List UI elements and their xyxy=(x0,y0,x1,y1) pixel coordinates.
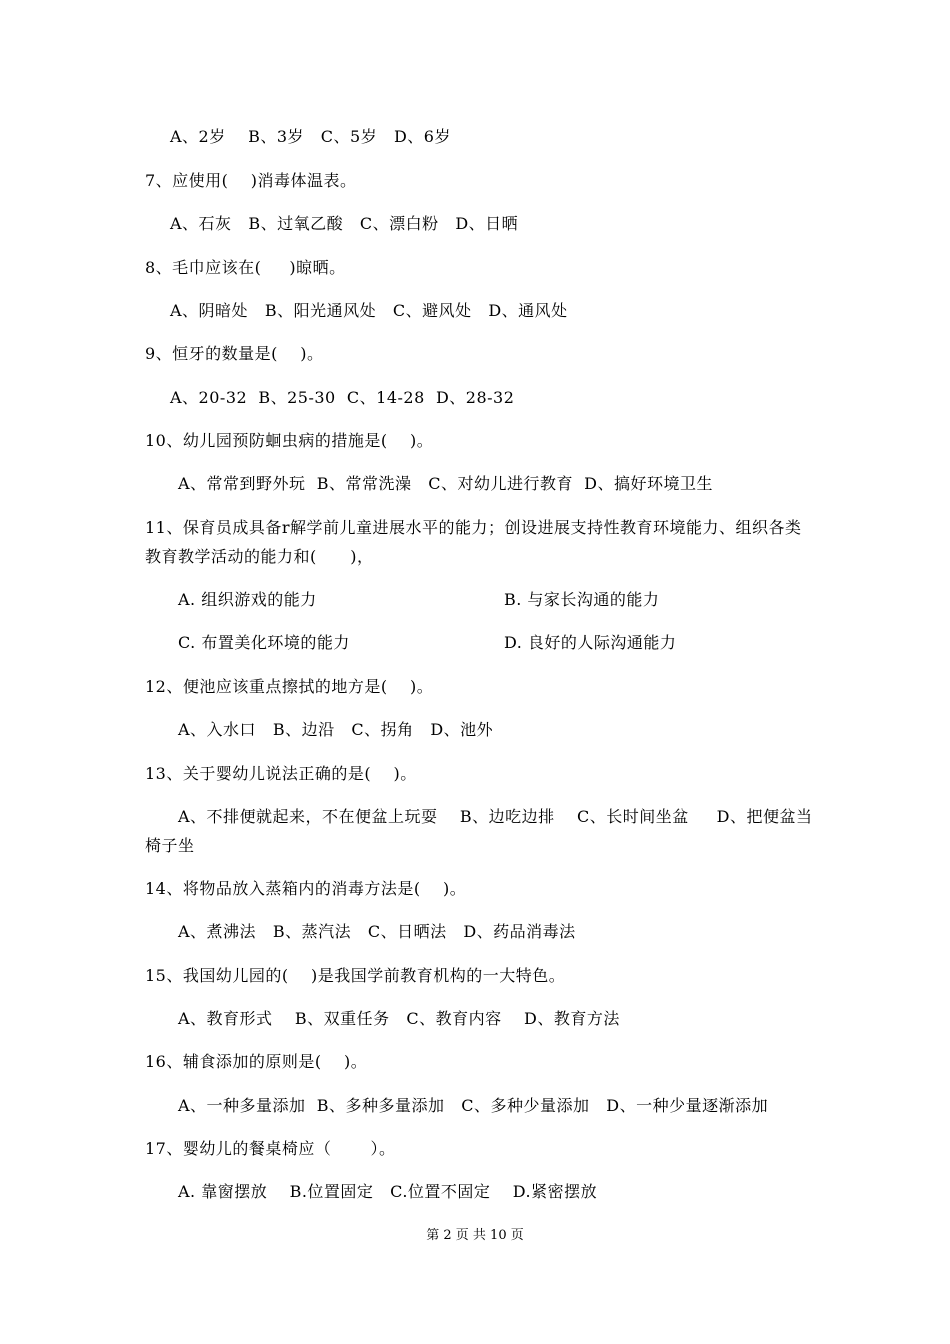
question-11-option-c: C. 布置美化环境的能力 xyxy=(178,633,350,652)
question-11-line-1: 11、保育员成具备r解学前儿童进展水平的能力；创设进展支持性教育环境能力、组织各类 xyxy=(145,518,802,537)
question-9: 9、恒牙的数量是( )。 xyxy=(145,344,324,363)
question-11-option-d: D. 良好的人际沟通能力 xyxy=(504,633,677,652)
question-8: 8、毛巾应该在( )晾晒。 xyxy=(145,258,346,277)
question-12-options: A、入水口 B、边沿 C、拐角 D、池外 xyxy=(178,720,494,739)
question-15: 15、我国幼儿园的( )是我国学前教育机构的一大特色。 xyxy=(145,966,566,985)
question-11-option-b: B. 与家长沟通的能力 xyxy=(504,590,660,609)
question-9-options: A、20-32 B、25-30 C、14-28 D、28-32 xyxy=(170,388,515,407)
question-14-options: A、煮沸法 B、蒸汽法 C、日晒法 D、药品消毒法 xyxy=(178,922,576,941)
question-13-options-line-2: 椅子坐 xyxy=(145,836,195,855)
question-11-line-2: 教育教学活动的能力和( )， xyxy=(145,547,374,566)
question-14: 14、将物品放入蒸箱内的消毒方法是( )。 xyxy=(145,879,467,898)
question-7: 7、应使用( )消毒体温表。 xyxy=(145,171,357,190)
question-16: 16、辅食添加的原则是( )。 xyxy=(145,1052,368,1071)
question-8-options: A、阴暗处 B、阳光通风处 C、避风处 D、通风处 xyxy=(170,301,568,320)
question-12: 12、便池应该重点擦拭的地方是( )。 xyxy=(145,677,434,696)
question-16-options: A、一种多量添加 B、多种多量添加 C、多种少量添加 D、一种少量逐渐添加 xyxy=(178,1096,769,1115)
question-10-options: A、常常到野外玩 B、常常洗澡 C、对幼儿进行教育 D、搞好环境卫生 xyxy=(178,474,713,493)
page-number-footer: 第 2 页 共 10 页 xyxy=(426,1228,524,1243)
question-13: 13、关于婴幼儿说法正确的是( )。 xyxy=(145,764,417,783)
question-17: 17、婴幼儿的餐桌椅应（ ）。 xyxy=(145,1139,396,1158)
question-10: 10、幼儿园预防蛔虫病的措施是( )。 xyxy=(145,431,434,450)
question-6-options: A、2岁 B、3岁 C、5岁 D、6岁 xyxy=(170,127,451,146)
question-15-options: A、教育形式 B、双重任务 C、教育内容 D、教育方法 xyxy=(178,1009,620,1028)
question-7-options: A、石灰 B、过氧乙酸 C、漂白粉 D、日晒 xyxy=(170,214,519,233)
question-17-options: A. 靠窗摆放 B.位置固定 C.位置不固定 D.紧密摆放 xyxy=(178,1182,598,1201)
question-13-options-line-1: A、不排便就起来，不在便盆上玩耍 B、边吃边排 C、长时间坐盆 D、把便盆当 xyxy=(178,807,813,826)
question-11-option-a: A. 组织游戏的能力 xyxy=(178,590,317,609)
